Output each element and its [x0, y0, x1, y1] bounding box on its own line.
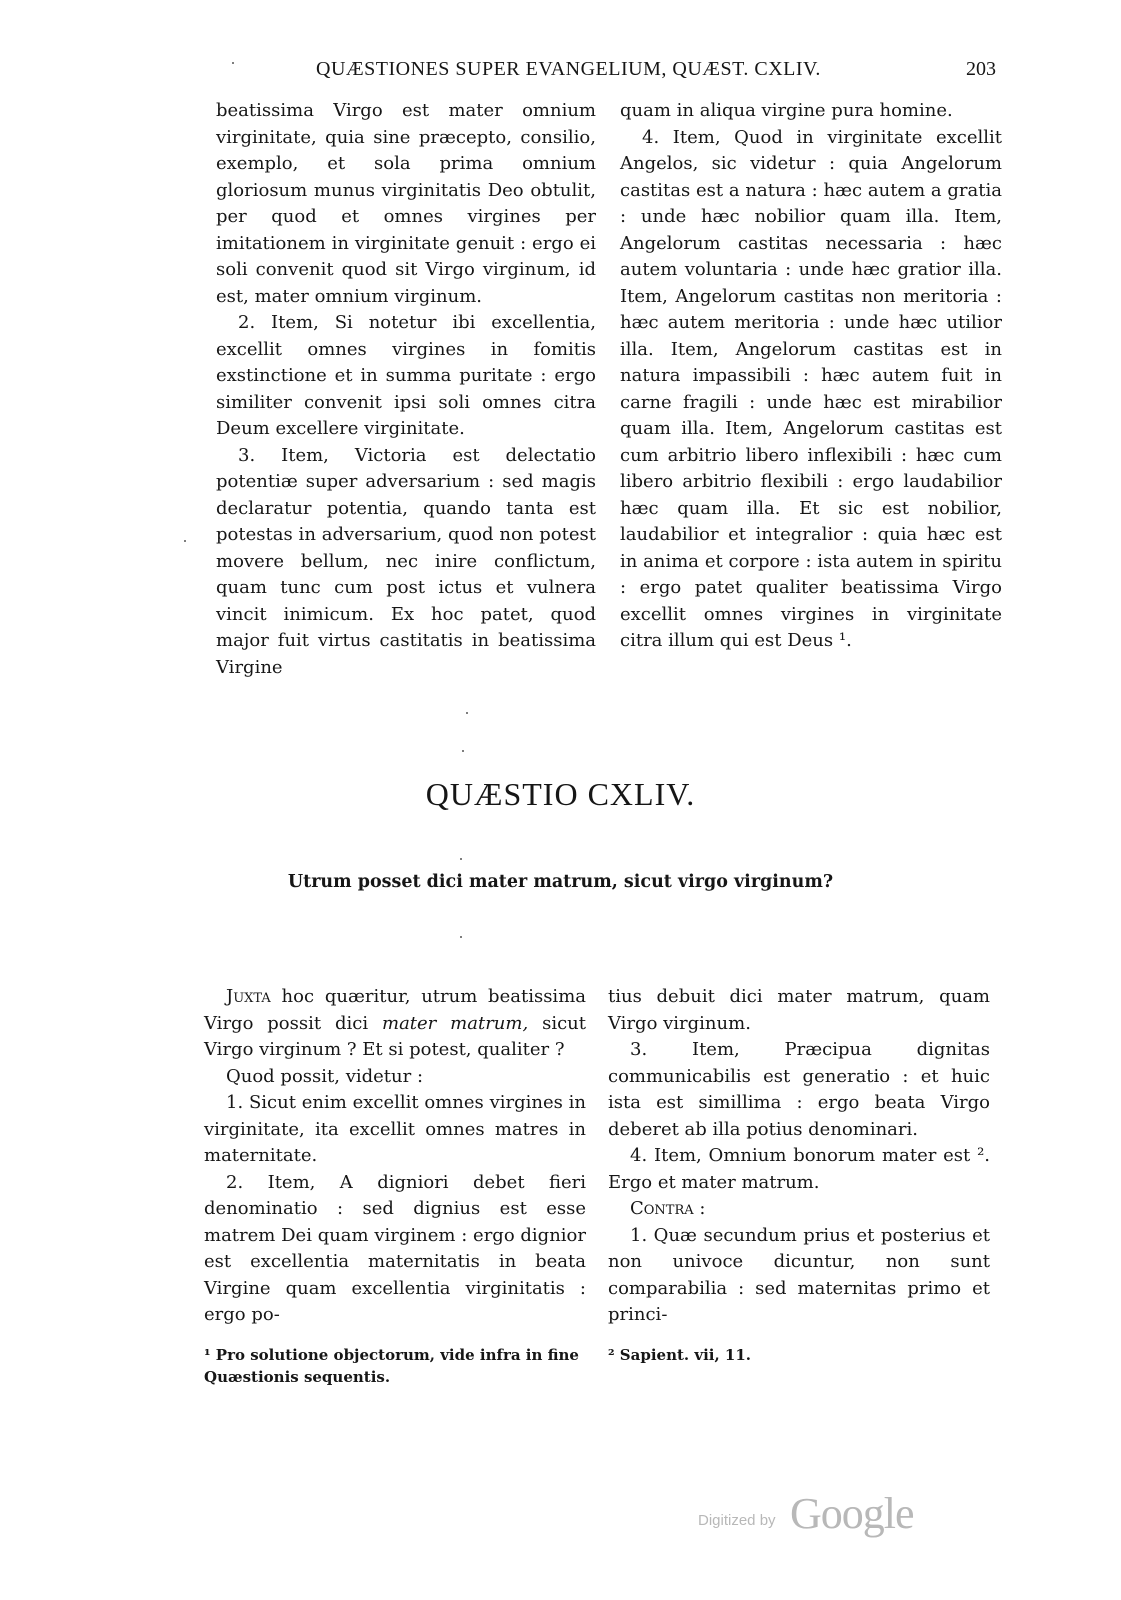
scan-speck	[466, 712, 468, 714]
paragraph: 2. Item, Si notetur ibi excellentia, excellit omnes virgines in fomitis exstinctione et in summa puritate : ergo similiter convenit ipsi soli omnes citra Deum excellere virginitate.	[216, 312, 596, 439]
paragraph: 1. Quæ secundum prius et posterius et non univoce dicuntur, non sunt comparabilia : sed maternitas primo et princi-	[608, 1224, 990, 1325]
paragraph: Quod possit, videtur :	[226, 1065, 424, 1087]
paragraph: 4. Item, Omnium bonorum mater est ². Ergo et mater matrum.	[608, 1145, 990, 1193]
intro-italic: mater matrum,	[382, 1012, 529, 1034]
paragraph: beatissima Virgo est mater omnium virginitate, quia sine præcepto, consilio, exemplo, et sola prima omnium gloriosum munus virginitatis Deo obtulit, per quod et omnes virgines per imitationem in virginitate genuit : ergo ei soli convenit quod sit Virgo virginum, id est, mater omnium virginum.	[216, 100, 596, 307]
paragraph: 3. Item, Præcipua dignitas communicabilis est generatio : et huic ista est simillima : ergo beata Virgo deberet ab illa potius denominari.	[608, 1039, 990, 1140]
top-left-column	[216, 98, 596, 681]
scan-speck	[232, 62, 234, 64]
google-logo: Google	[790, 1489, 914, 1538]
footnote-left: ¹ Pro solutione objectorum, vide infra in fine Quæstionis sequentis.	[204, 1346, 579, 1386]
bottom-left-column	[204, 984, 586, 1329]
intro-text-a: hoc quæritur, utrum beatissima Virgo possit dici	[204, 986, 586, 1034]
page-number: 203	[966, 58, 996, 80]
paragraph: 2. Item, A digniori debet fieri denominatio : sed dignius est esse matrem Dei quam virginem : ergo dignior est excellentia maternitatis in beata Virgine quam excellentia virginitatis : ergo po-	[204, 1171, 586, 1325]
top-right-column	[620, 98, 1002, 655]
intro-smallcaps: Juxta	[226, 986, 271, 1007]
question-subtitle: Utrum posset dici mater matrum, sicut virgo virginum?	[287, 872, 834, 892]
scan-speck	[460, 936, 462, 938]
running-head: QUÆSTIONES SUPER EVANGELIUM, QUÆST. CXLIV.	[316, 58, 821, 80]
scan-speck	[462, 750, 464, 752]
paragraph: quam in aliqua virgine pura homine.	[620, 100, 953, 121]
question-title: QUÆSTIO CXLIV.	[425, 776, 696, 812]
intro-paragraph	[204, 984, 586, 1064]
digitized-by-label: Digitized by	[698, 1512, 776, 1529]
paragraph: 1. Sicut enim excellit omnes virgines in virginitate, ita excellit omnes matres in maternitate.	[204, 1092, 586, 1166]
contra-label: Contra :	[630, 1198, 706, 1219]
footnote-right: ² Sapient. vii, 11.	[608, 1346, 752, 1364]
paragraph: tius debuit dici mater matrum, quam Virgo virginum.	[608, 986, 990, 1034]
intro-text-b: sicut Virgo virginum ? Et si potest, qualiter ?	[204, 1012, 586, 1060]
paragraph: 4. Item, Quod in virginitate excellit Angelos, sic videtur : quia Angelorum castitas est a natura : hæc autem a gratia : unde hæc nobilior quam illa. Item, Angelorum castitas necessaria : hæc autem voluntaria : unde hæc gratior illa. Item, Angelorum castitas non meritoria : hæc autem meritoria : unde hæc utilior illa. Item, Angelorum castitas est in natura impassibili : hæc autem fuit in carne fragili : unde hæc est mirabilior quam illa. Item, Angelorum castitas est cum arbitrio libero inflexibili : hæc cum libero arbitrio flexibili : ergo laudabilior hæc quam illa. Et sic est nobilior, laudabilior et integralior : quia hæc est in anima et corpore : ista autem in spiritu : ergo patet qualiter beatissima Virgo excellit omnes virgines in virginitate citra illum qui est Deus ¹.	[620, 126, 1002, 651]
scan-speck	[460, 858, 462, 860]
paragraph: 3. Item, Victoria est delectatio potentiæ super adversarium : sed magis declaratur potentia, quando tanta est potestas in adversarium, quod non potest movere bellum, nec inire conflictum, quam tunc cum post ictus et vulnera vincit inimicum. Ex hoc patet, quod major fuit virtus castitatis in beatissima Virgine	[216, 444, 596, 678]
bottom-right-column	[608, 984, 990, 1329]
scan-speck	[184, 540, 186, 542]
